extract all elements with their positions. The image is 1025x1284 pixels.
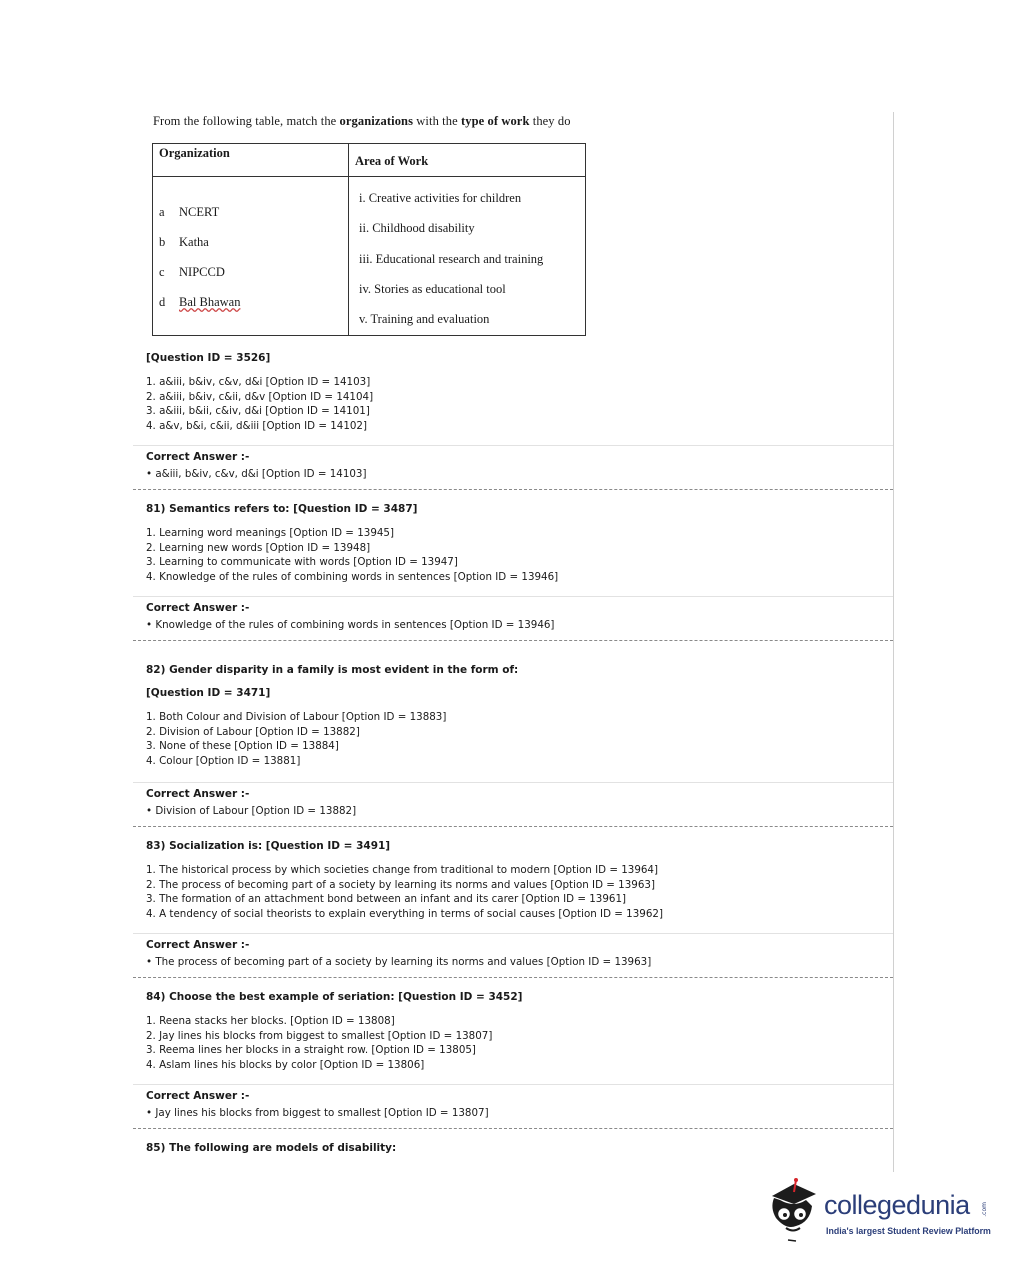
question-text: 85) The following are models of disability: [146,1142,397,1154]
area-item: v. Training and evaluation [359,312,490,327]
option-list [146,863,663,922]
question-page [133,112,894,1172]
intro-text: with the [413,114,461,128]
area-item: ii. Childhood disability [359,221,475,236]
question-3491 [146,840,663,922]
correct-answer-block [146,1090,489,1119]
question-separator [133,1128,893,1129]
question-separator [133,489,893,490]
divider [133,933,893,934]
brand-domain: .com [981,1202,988,1217]
option-list [146,526,558,585]
correct-answer-label: Correct Answer :- [146,788,250,800]
divider [133,596,893,597]
correct-answer-label: Correct Answer :- [146,1090,250,1102]
question-separator [133,977,893,978]
option-item: 4. Aslam lines his blocks by color [Option ID = 13806] [146,1059,425,1072]
question-separator [133,826,893,827]
option-item: 1. The historical process by which societies change from traditional to modern [Option ID = 13964] [146,864,658,876]
correct-answer-label: Correct Answer :- [146,602,250,614]
question-text: 84) Choose the best example of seriation: [Question ID = 3452] [146,991,523,1003]
area-item: i. Creative activities for children [359,191,522,205]
area-item: iv. Stories as educational tool [359,281,506,296]
option-item: 2. The process of becoming part of a society by learning its norms and values [Option ID = 13963] [146,878,655,891]
correct-answer-block [146,939,651,968]
option-item: 1. Learning word meanings [Option ID = 13945] [146,527,394,539]
collegedunia-logo [766,1178,996,1248]
option-list [146,375,373,434]
question-text: 83) Socialization is: [Question ID = 3491] [146,840,391,852]
option-item: 3. The formation of an attachment bond between an infant and its carer [Option ID = 13961] [146,893,627,906]
question-3452 [146,991,522,1073]
area-of-work-column [349,177,586,336]
option-item: 4. Knowledge of the rules of combining words in sentences [Option ID = 13946] [146,571,559,584]
table-header-area-of-work: Area of Work [349,144,586,177]
match-table [152,143,586,336]
option-item: 4. Colour [Option ID = 13881] [146,755,301,768]
option-item: 1. Both Colour and Division of Labour [Option ID = 13883] [146,711,447,723]
option-list [146,1014,522,1073]
question-text: 81) Semantics refers to: [Question ID = 3487] [146,503,418,515]
question-text: 82) Gender disparity in a family is most evident in the form of: [146,664,519,676]
option-item: 4. A tendency of social theorists to explain everything in terms of social causes [Option ID = 13962] [146,908,663,921]
option-item: 2. Learning new words [Option ID = 13948] [146,541,371,554]
intro-bold-type-of-work: type of work [460,114,530,128]
question-3487 [146,503,558,585]
table-header-organization: Organization [153,144,349,177]
question-3471 [146,664,518,769]
org-row-c: c NIPCCD [159,265,225,279]
correct-answer: • Jay lines his blocks from biggest to smallest [Option ID = 13807] [146,1107,489,1119]
divider [133,1084,893,1085]
correct-answer: • Knowledge of the rules of combining words in sentences [Option ID = 13946] [146,619,554,631]
match-intro [153,114,571,129]
divider [133,445,893,446]
brand-name: collegedunia [824,1190,970,1220]
correct-answer: • a&iii, b&iv, c&v, d&i [Option ID = 14103] [146,468,367,480]
option-item: 4. a&v, b&i, c&ii, d&iii [Option ID = 14102] [146,420,367,433]
option-list [146,710,518,769]
org-row-a: a NCERT [159,205,220,219]
correct-answer: • The process of becoming part of a society by learning its norms and values [Option ID = 13963] [146,956,651,968]
mascot-icon [766,1178,822,1244]
org-row-d: d Bal Bhawan [159,295,241,309]
intro-text: From the following table, match the [153,114,340,128]
option-item: 2. Jay lines his blocks from biggest to smallest [Option ID = 13807] [146,1029,493,1042]
option-item: 3. Reema lines her blocks in a straight row. [Option ID = 13805] [146,1044,476,1057]
brand-tagline: India's largest Student Review Platform [826,1226,991,1236]
intro-text: they do [529,114,571,128]
intro-bold-organizations: organizations [339,114,414,128]
area-item: iii. Educational research and training [359,251,544,266]
option-item: 3. None of these [Option ID = 13884] [146,740,339,753]
question-separator [133,640,893,641]
correct-answer-label: Correct Answer :- [146,451,250,463]
question-3526 [146,352,373,434]
question-id: [Question ID = 3471] [146,687,271,699]
option-item: 3. Learning to communicate with words [Option ID = 13947] [146,556,458,569]
organization-column [153,177,349,336]
option-item: 1. Reena stacks her blocks. [Option ID = 13808] [146,1015,395,1027]
correct-answer-block [146,451,367,480]
option-item: 1. a&iii, b&iv, c&v, d&i [Option ID = 14103] [146,376,371,388]
divider [133,782,893,783]
option-item: 2. a&iii, b&iv, c&ii, d&v [Option ID = 14104] [146,390,374,403]
correct-answer-block [146,602,554,631]
option-item: 2. Division of Labour [Option ID = 13882] [146,725,360,738]
correct-answer: • Division of Labour [Option ID = 13882] [146,805,356,817]
correct-answer-block [146,788,356,817]
org-row-b: b Katha [159,235,209,249]
correct-answer-label: Correct Answer :- [146,939,250,951]
question-85 [146,1142,396,1154]
option-item: 3. a&iii, b&ii, c&iv, d&i [Option ID = 14101] [146,405,370,418]
question-id: [Question ID = 3526] [146,352,271,364]
